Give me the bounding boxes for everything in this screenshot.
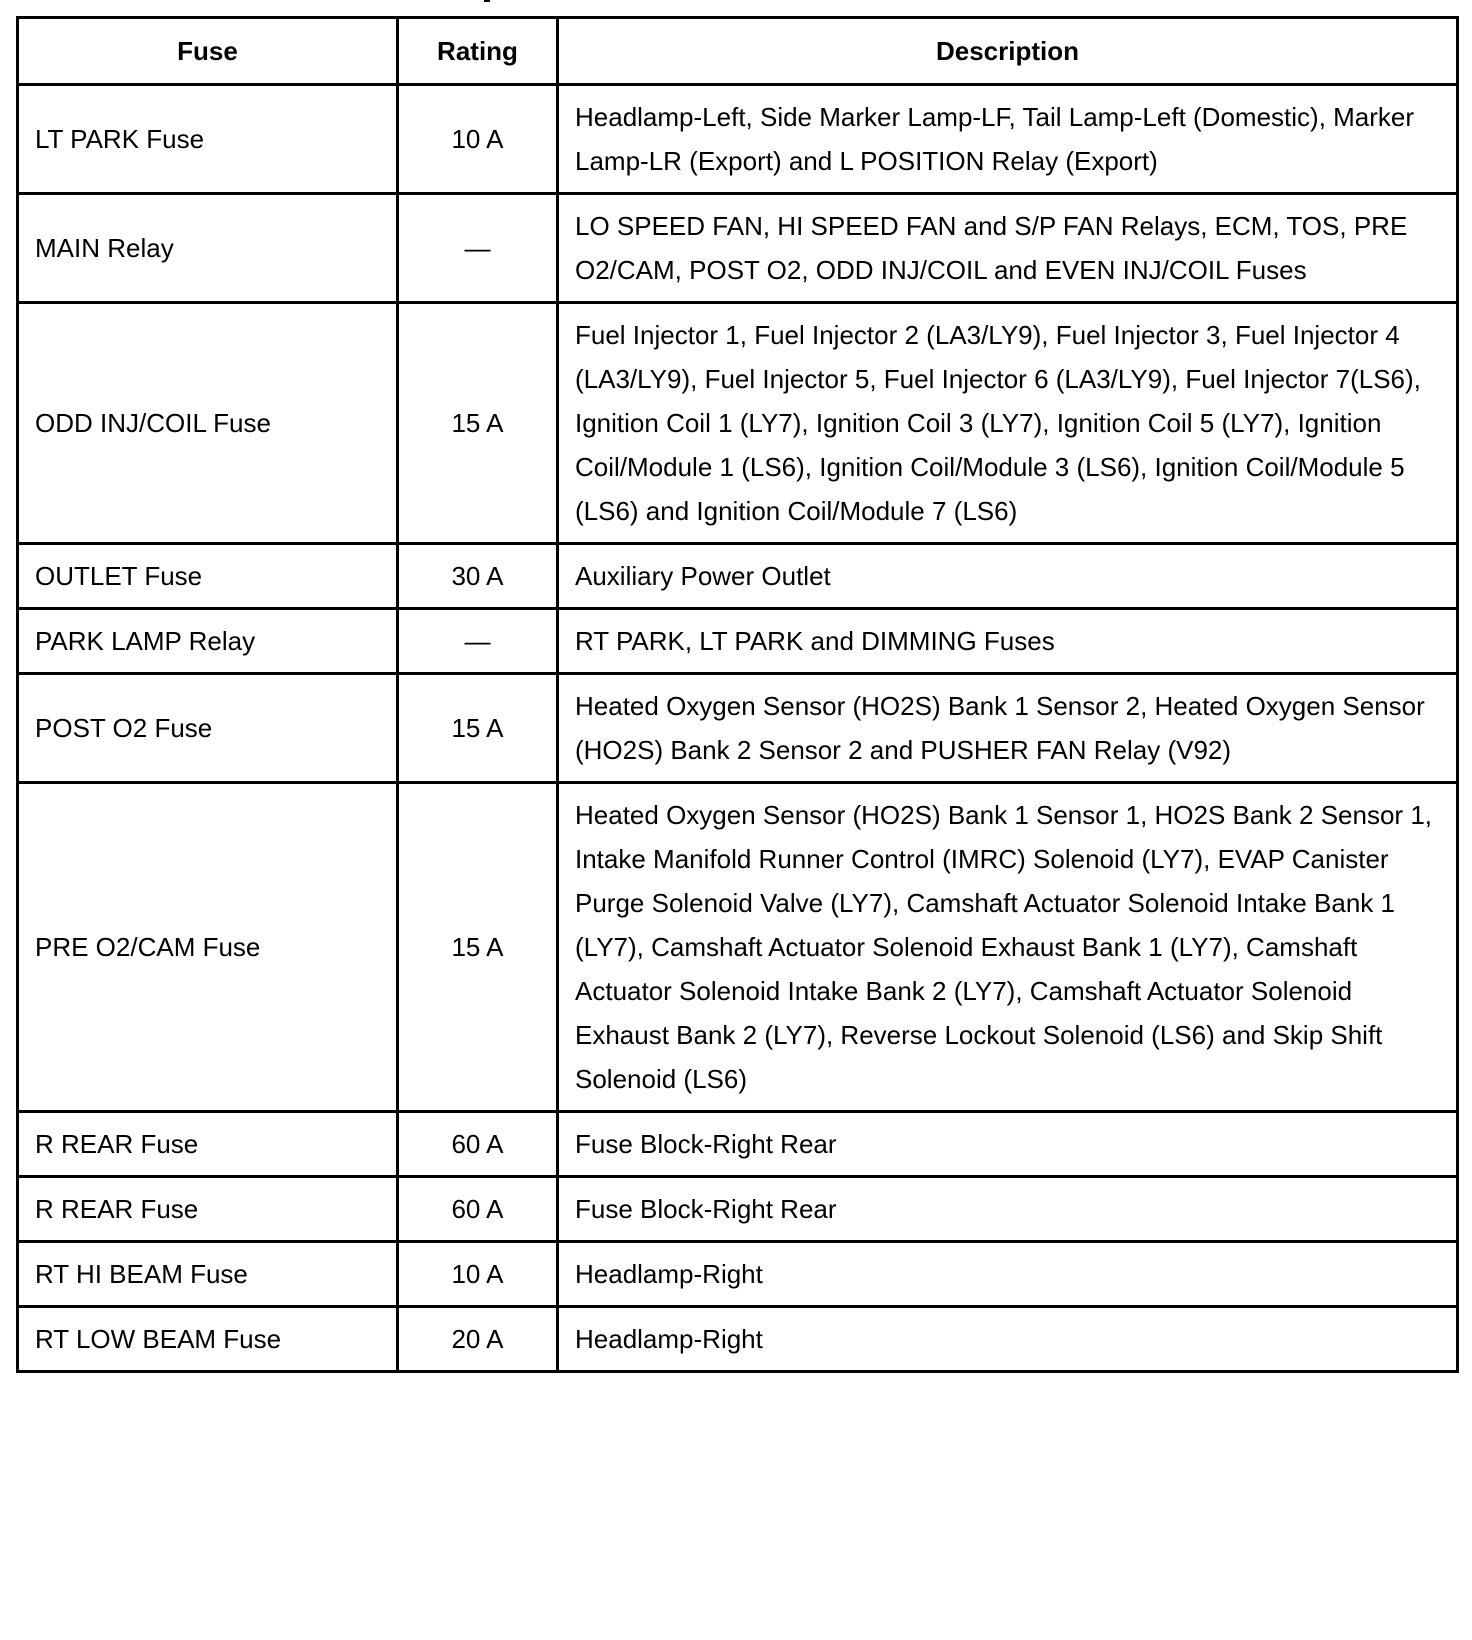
rating-cell: 15 A: [398, 674, 558, 783]
table-body: [18, 85, 1458, 1372]
description-cell: Headlamp-Right: [558, 1242, 1458, 1307]
fuse-cell: MAIN Relay: [18, 194, 398, 303]
rating-cell: 15 A: [398, 303, 558, 544]
table-row: [18, 609, 1458, 674]
table-row: [18, 1242, 1458, 1307]
table-row: [18, 674, 1458, 783]
rating-cell: 60 A: [398, 1112, 558, 1177]
table-row: [18, 303, 1458, 544]
description-cell: Fuse Block-Right Rear: [558, 1177, 1458, 1242]
fuse-cell: RT LOW BEAM Fuse: [18, 1307, 398, 1372]
rating-cell: 30 A: [398, 544, 558, 609]
fuse-cell: PRE O2/CAM Fuse: [18, 783, 398, 1112]
description-cell: Fuel Injector 1, Fuel Injector 2 (LA3/LY9), Fuel Injector 3, Fuel Injector 4 (LA3/LY9), Fuel Injector 5, Fuel Injector 6 (LA3/LY9), Fuel Injector 7(LS6), Ignition Coil 1 (LY7), Ignition Coil 3 (LY7), Ignition Coil 5 (LY7), Ignition Coil/Module 1 (LS6), Ignition Coil/Module 3 (LS6), Ignition Coil/Module 5 (LS6) and Ignition Coil/Module 7 (LS6): [558, 303, 1458, 544]
header-rating: Rating: [398, 18, 558, 85]
description-cell: Heated Oxygen Sensor (HO2S) Bank 1 Sensor 1, HO2S Bank 2 Sensor 1, Intake Manifold Runner Control (IMRC) Solenoid (LY7), EVAP Canister Purge Solenoid Valve (LY7), Camshaft Actuator Solenoid Intake Bank 1 (LY7), Camshaft Actuator Solenoid Exhaust Bank 1 (LY7), Camshaft Actuator Solenoid Intake Bank 2 (LY7), Camshaft Actuator Solenoid Exhaust Bank 2 (LY7), Reverse Lockout Solenoid (LS6) and Skip Shift Solenoid (LS6): [558, 783, 1458, 1112]
description-cell: Headlamp-Left, Side Marker Lamp-LF, Tail Lamp-Left (Domestic), Marker Lamp-LR (Export) and L POSITION Relay (Export): [558, 85, 1458, 194]
header-fuse: Fuse: [18, 18, 398, 85]
fuse-cell: PARK LAMP Relay: [18, 609, 398, 674]
rating-cell: —: [398, 194, 558, 303]
description-cell: Heated Oxygen Sensor (HO2S) Bank 1 Sensor 2, Heated Oxygen Sensor (HO2S) Bank 2 Sensor 2 and PUSHER FAN Relay (V92): [558, 674, 1458, 783]
header-description: Description: [558, 18, 1458, 85]
rating-cell: 10 A: [398, 1242, 558, 1307]
description-cell: RT PARK, LT PARK and DIMMING Fuses: [558, 609, 1458, 674]
rating-cell: —: [398, 609, 558, 674]
table-row: [18, 1112, 1458, 1177]
rating-cell: 10 A: [398, 85, 558, 194]
fuse-cell: OUTLET Fuse: [18, 544, 398, 609]
fuse-cell: LT PARK Fuse: [18, 85, 398, 194]
fuse-cell: POST O2 Fuse: [18, 674, 398, 783]
rating-cell: 60 A: [398, 1177, 558, 1242]
table-row: [18, 85, 1458, 194]
description-cell: Fuse Block-Right Rear: [558, 1112, 1458, 1177]
fuse-cell: ODD INJ/COIL Fuse: [18, 303, 398, 544]
rating-cell: 15 A: [398, 783, 558, 1112]
fuse-cell: R REAR Fuse: [18, 1112, 398, 1177]
table-row: [18, 1307, 1458, 1372]
fuse-table: [16, 16, 1459, 1373]
table-row: [18, 783, 1458, 1112]
stray-dash-mark: [484, 0, 490, 2]
table-row: [18, 544, 1458, 609]
fuse-cell: R REAR Fuse: [18, 1177, 398, 1242]
fuse-cell: RT HI BEAM Fuse: [18, 1242, 398, 1307]
description-cell: Auxiliary Power Outlet: [558, 544, 1458, 609]
header-row: [18, 18, 1458, 85]
rating-cell: 20 A: [398, 1307, 558, 1372]
table-row: [18, 1177, 1458, 1242]
description-cell: LO SPEED FAN, HI SPEED FAN and S/P FAN Relays, ECM, TOS, PRE O2/CAM, POST O2, ODD INJ/COIL and EVEN INJ/COIL Fuses: [558, 194, 1458, 303]
description-cell: Headlamp-Right: [558, 1307, 1458, 1372]
table-row: [18, 194, 1458, 303]
table-header: [18, 18, 1458, 85]
